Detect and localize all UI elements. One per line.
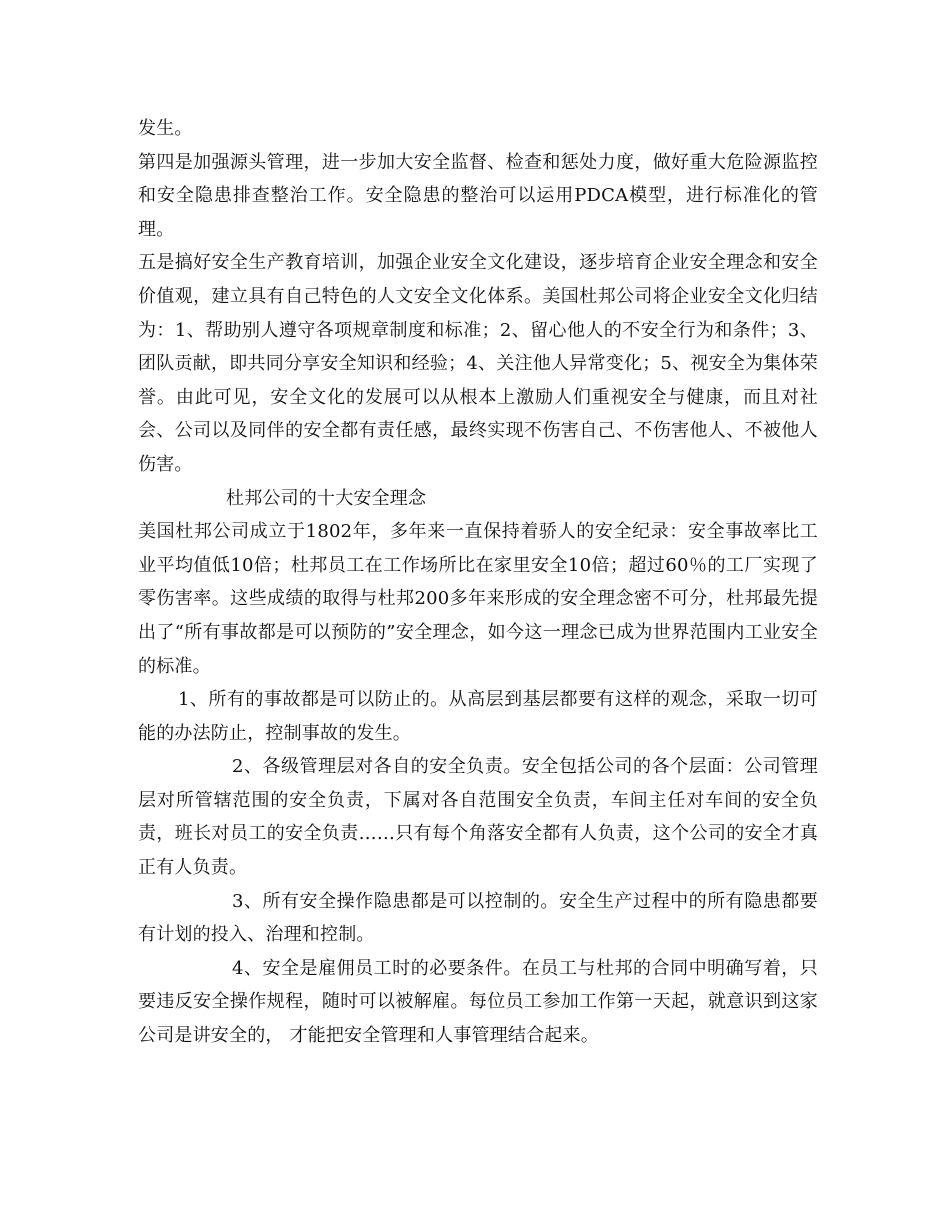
paragraph-source-management: 第四是加强源头管理，进一步加大安全监督、检查和惩处力度，做好重大危险源监控和安全隐患排查整治工作。安全隐患的整治可以运用PDCA模型，进行标准化的管理。 xyxy=(138,151,818,240)
list-item-3: 3、所有安全操作隐患都是可以控制的。安全生产过程中的所有隐患都要有计划的投入、治理和控制。 xyxy=(138,890,818,946)
document-page xyxy=(138,112,818,1053)
list-item-1: 1、所有的事故都是可以防止的。从高层到基层都要有这样的观念，采取一切可能的办法防止，控制事故的发生。 xyxy=(138,689,818,744)
paragraph-dupont-intro: 美国杜邦公司成立于1802年，多年来一直保持着骄人的安全纪录：安全事故率比工业平均值低10倍；杜邦员工在工作场所比在家里安全10倍；超过60％的工厂实现了零伤害率。这些成绩的取得与杜邦200多年来形成的安全理念密不可分，杜邦最先提出了“所有事故都是可以预防的”安全理念，如今这一理念已成为世界范围内工业安全的标准。 xyxy=(138,521,818,677)
list-item-2: 2、各级管理层对各自的安全负责。安全包括公司的各个层面：公司管理层对所管辖范围的安全负责，下属对各自范围安全负责，车间主任对车间的安全负责，班长对员工的安全负责……只有每个角落安全都有人负责，这个公司的安全才真正有人负责。 xyxy=(138,756,818,879)
paragraph-continuation: 发生。 xyxy=(138,118,193,139)
list-item-4: 4、安全是雇佣员工时的必要条件。在员工与杜邦的合同中明确写着，只要违反安全操作规程，随时可以被解雇。每位员工参加工作第一天起，就意识到这家公司是讲安全的， 才能把安全管理和人事管理结合起来。 xyxy=(138,957,818,1047)
section-title: 杜邦公司的十大安全理念 xyxy=(226,487,427,509)
paragraph-safety-training: 五是搞好安全生产教育培训，加强企业安全文化建设，逐步培育企业安全理念和安全价值观，建立具有自己特色的人文安全文化体系。美国杜邦公司将企业安全文化归结为：1、帮助别人遵守各项规章制度和标准；2、留心他人的不安全行为和条件；3、团队贡献，即共同分享安全知识和经验；4、关注他人异常变化；5、视安全为集体荣誉。由此可见，安全文化的发展可以从根本上激励人们重视安全与健康，而且对社会、公司以及同伴的安全都有责任感，最终实现不伤害自己、不伤害他人、不被他人伤害。 xyxy=(138,252,818,475)
